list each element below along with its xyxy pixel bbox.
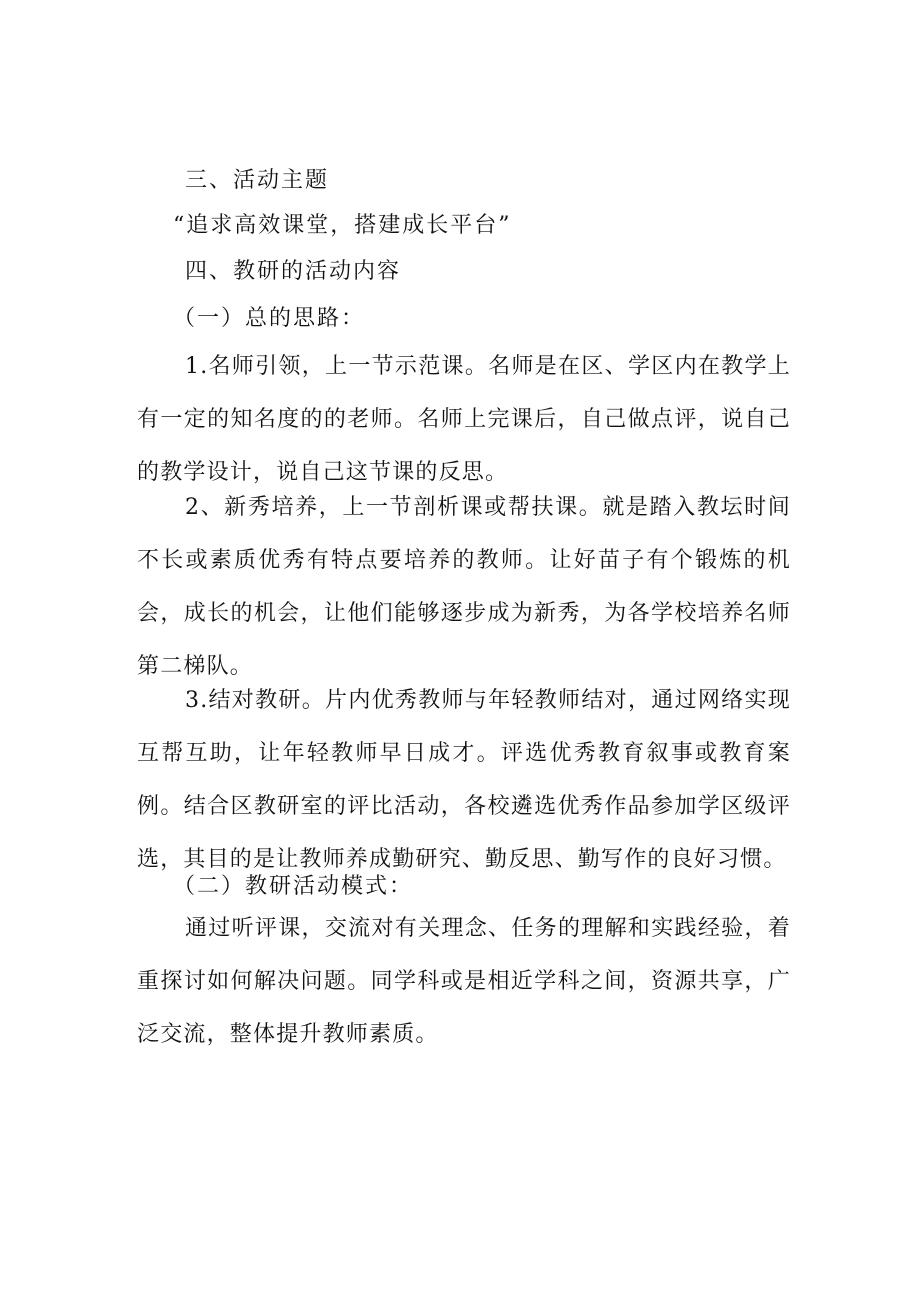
- section-heading-activity-theme: 三、活动主题: [185, 168, 330, 193]
- paragraph-item-3: 3.结对教研。片内优秀教师与年轻教师结对，通过网络实现互帮互助，让年轻教师早日成才。评选优秀教育叙事或教育案例。结合区教研室的评比活动，各校遴选优秀作品参加学区级评选，其目的是让教师养成勤研究、勤反思、勤写作的良好习惯。: [137, 688, 791, 872]
- subheading-activity-mode: （二）教研活动模式：: [173, 874, 414, 899]
- paragraph-activity-mode: 通过听评课，交流对有关理念、任务的理解和实践经验，着重探讨如何解决问题。同学科或是相近学科之间，资源共享，广泛交流，整体提升教师素质。: [137, 916, 791, 1047]
- paragraph-item-1: 1.名师引领，上一节示范课。名师是在区、学区内在教学上有一定的知名度的的老师。名师上完课后，自己做点评，说自己的教学设计，说自己这节课的反思。: [137, 354, 791, 485]
- subheading-general-idea: （一）总的思路：: [173, 306, 366, 331]
- section-heading-activity-content: 四、教研的活动内容: [185, 259, 402, 284]
- paragraph-item-2: 2、新秀培养，上一节剖析课或帮扶课。就是踏入教坛时间不长或素质优秀有特点要培养的教师。让好苗子有个锻炼的机会，成长的机会，让他们能够逐步成为新秀，为各学校培养名师第二梯队。: [137, 495, 791, 679]
- theme-quote: “追求高效课堂，搭建成长平台”: [173, 213, 512, 238]
